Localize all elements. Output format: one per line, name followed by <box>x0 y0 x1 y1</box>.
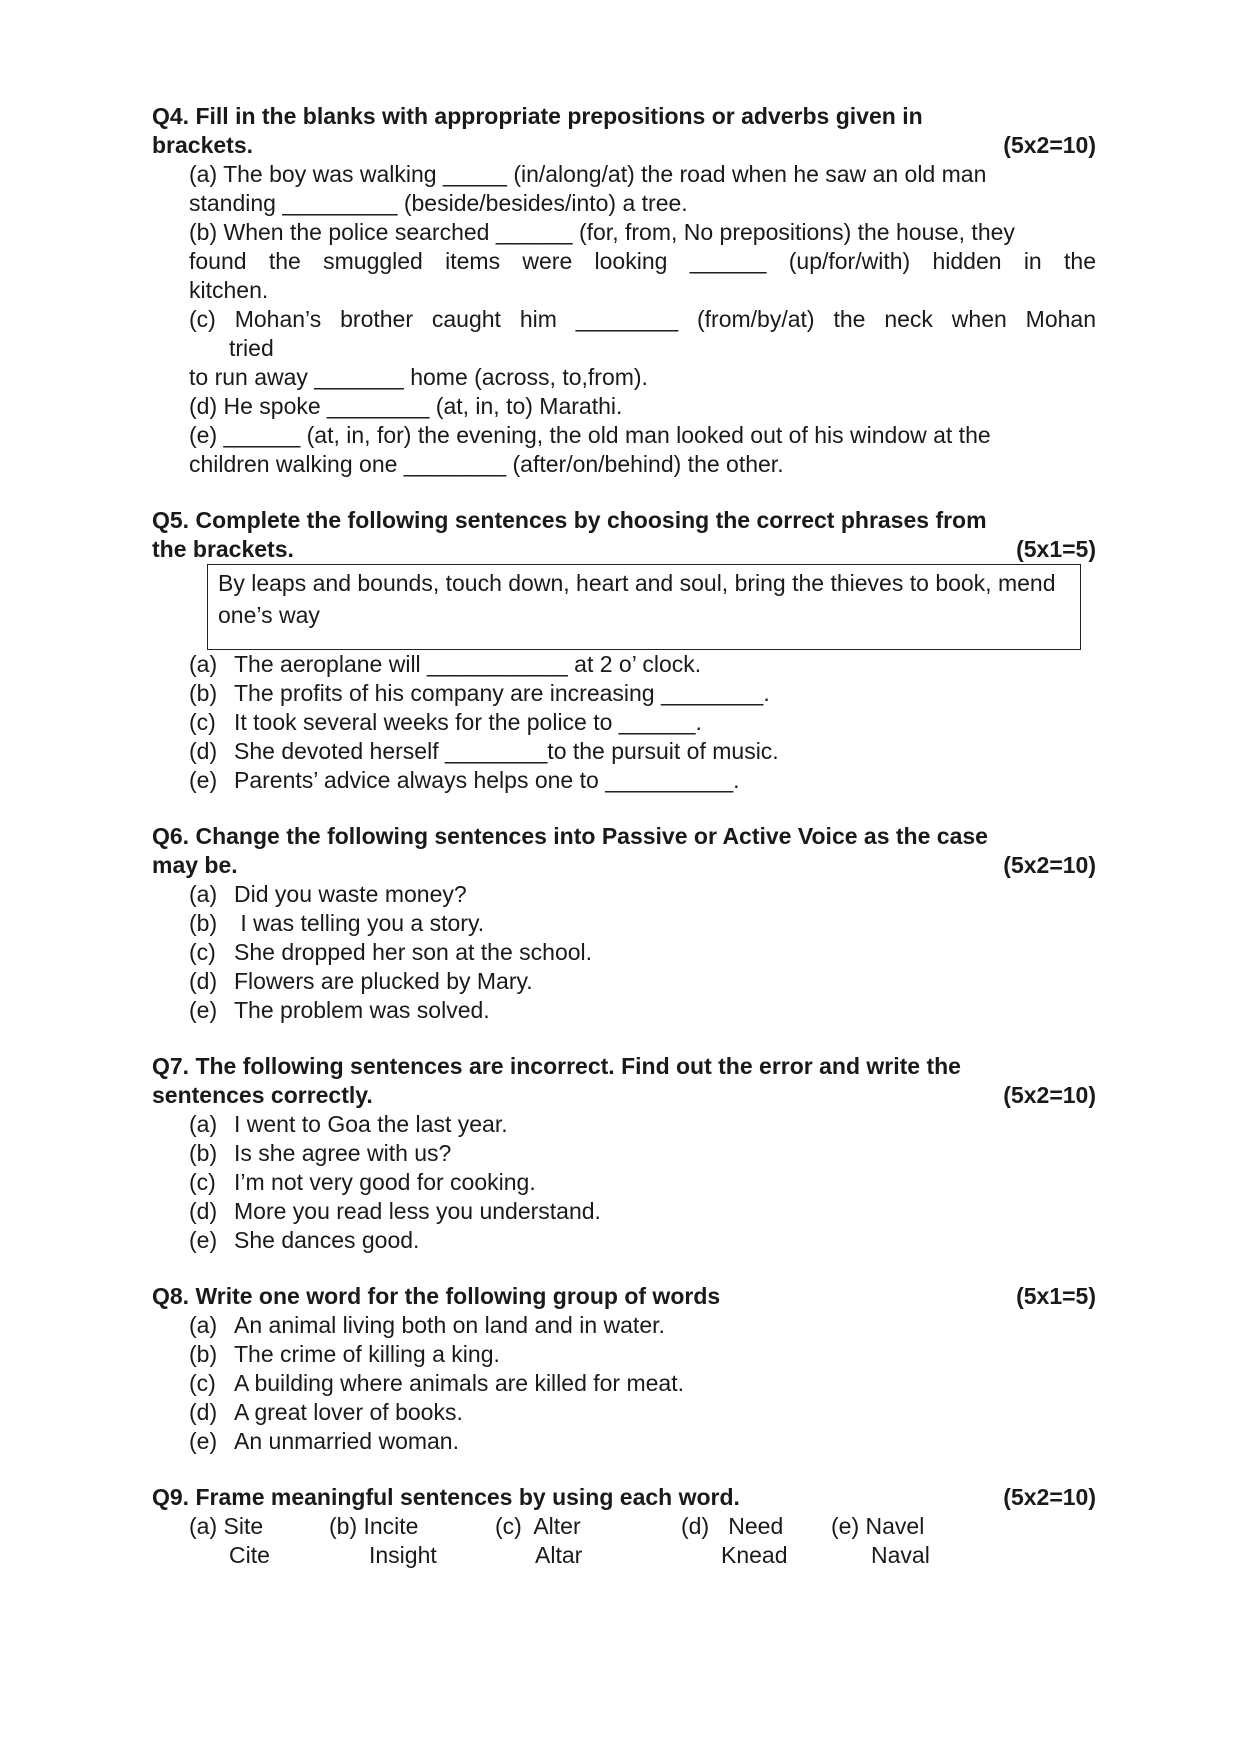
item-label: (a) <box>189 1111 218 1137</box>
list-item <box>189 650 1096 679</box>
q4-heading: Q4. Fill in the blanks with appropriate prepositions or adverbs given in <box>152 103 923 129</box>
word-pair-second: Naval <box>871 1542 930 1568</box>
item-label: (e) <box>189 1428 218 1454</box>
item-text: A great lover of books. <box>234 1399 463 1425</box>
list-item <box>189 1226 1096 1255</box>
q5-heading: Q5. Complete the following sentences by choosing the correct phrases from <box>152 507 987 533</box>
q7-heading-cont: sentences correctly. <box>152 1082 373 1108</box>
item-label: (d) <box>189 968 218 994</box>
list-item <box>189 1398 1096 1427</box>
item-label: (b) <box>189 1140 218 1166</box>
item-text: The aeroplane will ___________ at 2 o’ clock. <box>234 651 702 677</box>
q6-heading: Q6. Change the following sentences into Passive or Active Voice as the case <box>152 823 988 849</box>
question-9 <box>152 1483 1096 1570</box>
word-pair-first: (e) Navel <box>831 1513 925 1539</box>
list-item <box>189 1369 1096 1398</box>
list-item <box>189 996 1096 1025</box>
word-pair-first: (a) Site <box>189 1513 264 1539</box>
q4-line: (b) When the police searched ______ (for, from, No prepositions) the house, they <box>189 219 1015 245</box>
q4-heading-last <box>152 131 1096 160</box>
item-label: (e) <box>189 767 218 793</box>
question-paper <box>152 102 1096 1597</box>
item-text: The problem was solved. <box>234 997 490 1023</box>
item-label: (a) <box>189 651 218 677</box>
word-pair-second: Knead <box>721 1542 788 1568</box>
list-item <box>189 1311 1096 1340</box>
item-text: I’m not very good for cooking. <box>234 1169 536 1195</box>
q6-heading-last <box>152 851 1096 880</box>
item-text: It took several weeks for the police to ______. <box>234 709 702 735</box>
q6-marks: (5x2=10) <box>1003 852 1096 878</box>
word-pair-second: Insight <box>369 1542 437 1568</box>
q4-heading-cont: brackets. <box>152 132 254 158</box>
q7-heading: Q7. The following sentences are incorrect. Find out the error and write the <box>152 1053 961 1079</box>
q4-line: to run away _______ home (across, to,from). <box>189 364 648 390</box>
list-item <box>189 679 1096 708</box>
q9-marks: (5x2=10) <box>1003 1484 1096 1510</box>
q6-heading-cont: may be. <box>152 852 238 878</box>
q4-line: tried <box>229 335 274 361</box>
list-item <box>189 708 1096 737</box>
item-text: She dances good. <box>234 1227 420 1253</box>
q4-line: children walking one ________ (after/on/behind) the other. <box>189 451 784 477</box>
item-text: Parents’ advice always helps one to __________. <box>234 767 740 793</box>
item-text: An animal living both on land and in water. <box>234 1312 665 1338</box>
item-label: (b) <box>189 1341 218 1367</box>
item-text: I went to Goa the last year. <box>234 1111 508 1137</box>
item-label: (e) <box>189 1227 218 1253</box>
item-text: A building where animals are killed for meat. <box>234 1370 685 1396</box>
item-label: (b) <box>189 910 218 936</box>
item-text: Did you waste money? <box>234 881 467 907</box>
item-text: She dropped her son at the school. <box>234 939 593 965</box>
q9-heading: Q9. Frame meaningful sentences by using each word. <box>152 1484 740 1510</box>
q8-heading-row <box>152 1282 1096 1311</box>
list-item <box>189 1168 1096 1197</box>
question-7 <box>152 1052 1096 1255</box>
list-item <box>189 766 1096 795</box>
q4-line: (e) ______ (at, in, for) the evening, the old man looked out of his window at the <box>189 422 991 448</box>
q4-line: found the smuggled items were looking ______ (up/for/with) hidden in the <box>189 248 1096 274</box>
item-label: (a) <box>189 881 218 907</box>
q7-marks: (5x2=10) <box>1003 1082 1096 1108</box>
list-item <box>189 1197 1096 1226</box>
item-text: An unmarried woman. <box>234 1428 459 1454</box>
q4-line: (d) He spoke ________ (at, in, to) Marathi. <box>189 393 623 419</box>
phrase-box: By leaps and bounds, touch down, heart and soul, bring the thieves to book, mend one’s way <box>207 564 1081 650</box>
question-6 <box>152 822 1096 1025</box>
word-pair-second: Altar <box>535 1542 583 1568</box>
item-label: (a) <box>189 1312 218 1338</box>
list-item <box>189 1427 1096 1456</box>
list-item <box>189 1110 1096 1139</box>
list-item <box>189 737 1096 766</box>
list-item <box>189 938 1096 967</box>
q5-heading-last <box>152 535 1096 564</box>
q7-items <box>189 1110 1096 1255</box>
q5-heading-cont: the brackets. <box>152 536 294 562</box>
item-label: (c) <box>189 1370 216 1396</box>
q4-line: (a) The boy was walking _____ (in/along/at) the road when he saw an old man <box>189 161 987 187</box>
q8-heading: Q8. Write one word for the following group of words <box>152 1283 721 1309</box>
word-pairs-grid <box>189 1512 1096 1570</box>
item-text: She devoted herself ________to the pursuit of music. <box>234 738 779 764</box>
word-pair-first: (b) Incite <box>329 1513 419 1539</box>
item-text: The crime of killing a king. <box>234 1341 500 1367</box>
q5-items <box>189 650 1096 795</box>
item-label: (d) <box>189 738 218 764</box>
item-label: (d) <box>189 1399 218 1425</box>
q6-items <box>189 880 1096 1025</box>
item-label: (c) <box>189 1169 216 1195</box>
q8-marks: (5x1=5) <box>1016 1283 1096 1309</box>
question-4 <box>152 102 1096 479</box>
item-text: The profits of his company are increasing ________. <box>234 680 770 706</box>
item-label: (b) <box>189 680 218 706</box>
q4-line: standing _________ (beside/besides/into) a tree. <box>189 190 688 216</box>
q4-marks: (5x2=10) <box>1003 132 1096 158</box>
q4-line: kitchen. <box>189 277 269 303</box>
question-8 <box>152 1282 1096 1456</box>
question-5 <box>152 506 1096 795</box>
item-label: (c) <box>189 939 216 965</box>
list-item <box>189 967 1096 996</box>
word-pair-first: (d) Need <box>681 1513 784 1539</box>
item-text: Is she agree with us? <box>234 1140 452 1166</box>
list-item <box>189 909 1096 938</box>
item-text: More you read less you understand. <box>234 1198 601 1224</box>
word-pair-first: (c) Alter <box>495 1513 581 1539</box>
q5-marks: (5x1=5) <box>1016 536 1096 562</box>
q9-heading-row <box>152 1483 1096 1512</box>
list-item <box>189 1340 1096 1369</box>
word-pair-second: Cite <box>229 1542 270 1568</box>
q8-items <box>189 1311 1096 1456</box>
q4-body <box>189 160 1096 479</box>
q4-line: (c) Mohan’s brother caught him ________ (from/by/at) the neck when Mohan <box>189 306 1096 332</box>
item-text: Flowers are plucked by Mary. <box>234 968 533 994</box>
item-text: I was telling you a story. <box>234 910 485 936</box>
item-label: (e) <box>189 997 218 1023</box>
q7-heading-last <box>152 1081 1096 1110</box>
list-item <box>189 880 1096 909</box>
list-item <box>189 1139 1096 1168</box>
item-label: (d) <box>189 1198 218 1224</box>
item-label: (c) <box>189 709 216 735</box>
